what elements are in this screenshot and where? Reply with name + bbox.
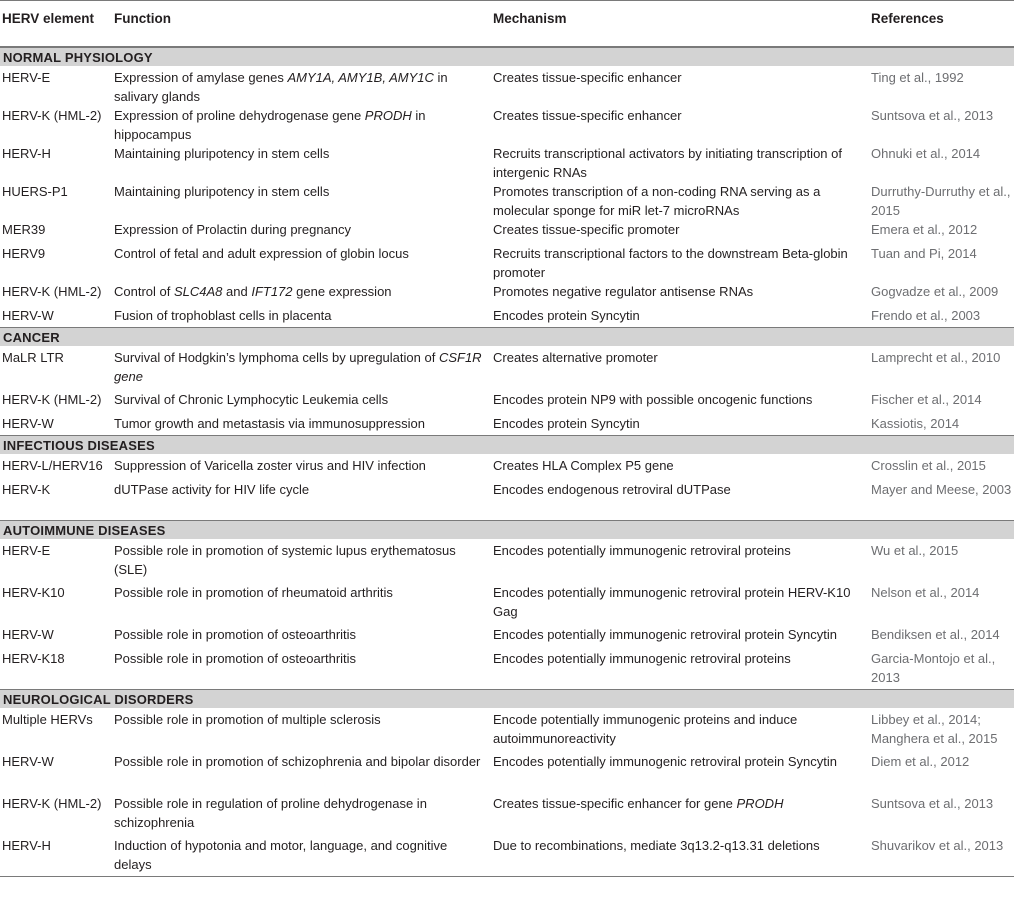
header-references: References [871, 11, 944, 26]
cell-reference: Suntsova et al., 2013 [871, 108, 994, 123]
cell-function: Maintaining pluripotency in stem cells [114, 146, 330, 161]
table-row [0, 581, 1014, 623]
cell-reference: Frendo et al., 2003 [871, 308, 981, 323]
section-header: CANCER [0, 327, 1014, 346]
table-row [0, 280, 1014, 304]
cell-herv-element: HERV-K (HML-2) [2, 108, 102, 123]
cell-function: Possible role in promotion of schizophrenia and bipolar disorder [114, 754, 481, 769]
cell-reference: Shuvarikov et al., 2013 [871, 838, 1004, 853]
cell-mechanism: Due to recombinations, mediate 3q13.2-q13.31 deletions [493, 838, 820, 853]
cell-function: Possible role in promotion of systemic lupus erythematosus (SLE) [114, 543, 456, 577]
table-row [0, 647, 1014, 689]
cell-herv-element: Multiple HERVs [2, 712, 93, 727]
cell-reference: Kassiotis, 2014 [871, 416, 960, 431]
cell-herv-element: HERV-H [2, 838, 51, 853]
cell-reference: Crosslin et al., 2015 [871, 458, 986, 473]
cell-function: Possible role in promotion of multiple sclerosis [114, 712, 381, 727]
cell-mechanism: Recruits transcriptional factors to the downstream Beta-globin promoter [493, 246, 848, 280]
cell-function: Induction of hypotonia and motor, language, and cognitive delays [114, 838, 448, 872]
table-row [0, 478, 1014, 520]
cell-reference: Lamprecht et al., 2010 [871, 350, 1001, 365]
cell-herv-element: HERV-K10 [2, 585, 65, 600]
table-row [0, 180, 1014, 218]
cell-function: Suppression of Varicella zoster virus and HIV infection [114, 458, 426, 473]
cell-reference: Gogvadze et al., 2009 [871, 284, 999, 299]
cell-function: Possible role in promotion of rheumatoid arthritis [114, 585, 393, 600]
cell-function: Control of fetal and adult expression of globin locus [114, 246, 409, 261]
cell-herv-element: HERV-W [2, 754, 54, 769]
cell-function: Expression of proline dehydrogenase gene PRODH in hippocampus [114, 108, 426, 142]
cell-herv-element: HERV-E [2, 70, 51, 85]
cell-reference: Suntsova et al., 2013 [871, 796, 994, 811]
cell-reference: Nelson et al., 2014 [871, 585, 980, 600]
cell-function: Tumor growth and metastasis via immunosuppression [114, 416, 425, 431]
table-header [0, 1, 1014, 47]
cell-reference: Garcia-Montojo et al., 2013 [871, 651, 996, 685]
cell-function: Survival of Chronic Lymphocytic Leukemia cells [114, 392, 389, 407]
cell-herv-element: HERV-H [2, 146, 51, 161]
cell-herv-element: MaLR LTR [2, 350, 64, 365]
cell-reference: Fischer et al., 2014 [871, 392, 982, 407]
cell-function: Possible role in promotion of osteoarthritis [114, 627, 357, 642]
cell-reference: Tuan and Pi, 2014 [871, 246, 977, 261]
header-function: Function [114, 11, 171, 26]
cell-herv-element: HERV-K (HML-2) [2, 284, 102, 299]
cell-mechanism: Promotes transcription of a non-coding RNA serving as a molecular sponge for miR let-7 microRNAs [493, 184, 821, 218]
cell-herv-element: HERV-W [2, 416, 54, 431]
cell-mechanism: Creates tissue-specific enhancer [493, 70, 682, 85]
cell-mechanism: Encodes potentially immunogenic retroviral proteins [493, 543, 791, 558]
table-row [0, 623, 1014, 647]
table-row [0, 346, 1014, 388]
cell-mechanism: Encodes endogenous retroviral dUTPase [493, 482, 731, 497]
cell-mechanism: Encode potentially immunogenic proteins and induce autoimmunoreactivity [493, 712, 798, 746]
cell-mechanism: Recruits transcriptional activators by initiating transcription of intergenic RNAs [493, 146, 842, 180]
cell-function: Survival of Hodgkin’s lymphoma cells by upregulation of CSF1R gene [114, 350, 482, 384]
cell-function: Possible role in promotion of osteoarthritis [114, 651, 357, 666]
cell-reference: Libbey et al., 2014; Manghera et al., 2015 [871, 712, 998, 746]
table-row [0, 792, 1014, 834]
cell-herv-element: HERV-K (HML-2) [2, 796, 102, 811]
table-row [0, 242, 1014, 280]
cell-function: dUTPase activity for HIV life cycle [114, 482, 310, 497]
table-row [0, 142, 1014, 180]
cell-function: Maintaining pluripotency in stem cells [114, 184, 330, 199]
section-header: NORMAL PHYSIOLOGY [0, 47, 1014, 66]
section-header: INFECTIOUS DISEASES [0, 435, 1014, 454]
cell-reference: Durruthy-Durruthy et al., 2015 [871, 184, 1011, 218]
cell-reference: Ting et al., 1992 [871, 70, 964, 85]
table-row [0, 66, 1014, 104]
cell-herv-element: HERV9 [2, 246, 46, 261]
section-header: AUTOIMMUNE DISEASES [0, 520, 1014, 539]
cell-herv-element: HERV-L/HERV16 [2, 458, 103, 473]
cell-herv-element: HERV-K (HML-2) [2, 392, 102, 407]
cell-mechanism: Creates tissue-specific enhancer for gene PRODH [493, 796, 784, 811]
cell-herv-element: HERV-K18 [2, 651, 65, 666]
cell-mechanism: Encodes potentially immunogenic retroviral protein HERV-K10 Gag [493, 585, 851, 619]
cell-reference: Mayer and Meese, 2003 [871, 482, 1012, 497]
table-row [0, 834, 1014, 877]
table-row [0, 388, 1014, 412]
table-row [0, 454, 1014, 478]
cell-function: Possible role in regulation of proline dehydrogenase in schizophrenia [114, 796, 427, 830]
header-mechanism: Mechanism [493, 11, 567, 26]
header-herv-element: HERV element [2, 11, 95, 26]
cell-reference: Diem et al., 2012 [871, 754, 970, 769]
cell-herv-element: HERV-K [2, 482, 51, 497]
cell-mechanism: Encodes potentially immunogenic retroviral proteins [493, 651, 791, 666]
cell-mechanism: Encodes potentially immunogenic retroviral protein Syncytin [493, 627, 837, 642]
cell-reference: Ohnuki et al., 2014 [871, 146, 981, 161]
table-row [0, 750, 1014, 792]
table-row [0, 539, 1014, 581]
cell-herv-element: HUERS-P1 [2, 184, 68, 199]
cell-herv-element: HERV-W [2, 627, 54, 642]
cell-mechanism: Encodes protein Syncytin [493, 308, 640, 323]
cell-mechanism: Creates alternative promoter [493, 350, 658, 365]
cell-mechanism: Creates HLA Complex P5 gene [493, 458, 674, 473]
cell-reference: Bendiksen et al., 2014 [871, 627, 1000, 642]
cell-mechanism: Creates tissue-specific enhancer [493, 108, 682, 123]
cell-mechanism: Encodes protein NP9 with possible oncogenic functions [493, 392, 813, 407]
cell-function: Control of SLC4A8 and IFT172 gene expression [114, 284, 392, 299]
cell-herv-element: HERV-E [2, 543, 51, 558]
table-row [0, 708, 1014, 750]
table-row [0, 304, 1014, 327]
cell-herv-element: HERV-W [2, 308, 54, 323]
table-row [0, 104, 1014, 142]
cell-mechanism: Encodes protein Syncytin [493, 416, 640, 431]
cell-mechanism: Encodes potentially immunogenic retroviral protein Syncytin [493, 754, 837, 769]
cell-mechanism: Creates tissue-specific promoter [493, 222, 680, 237]
cell-reference: Emera et al., 2012 [871, 222, 978, 237]
cell-mechanism: Promotes negative regulator antisense RNAs [493, 284, 754, 299]
cell-function: Fusion of trophoblast cells in placenta [114, 308, 332, 323]
table-body [0, 47, 1014, 877]
cell-herv-element: MER39 [2, 222, 46, 237]
cell-function: Expression of Prolactin during pregnancy [114, 222, 352, 237]
table-row [0, 218, 1014, 242]
cell-reference: Wu et al., 2015 [871, 543, 959, 558]
cell-function: Expression of amylase genes AMY1A, AMY1B, AMY1C in salivary glands [114, 70, 448, 104]
table-row [0, 412, 1014, 435]
section-header: NEUROLOGICAL DISORDERS [0, 689, 1014, 708]
